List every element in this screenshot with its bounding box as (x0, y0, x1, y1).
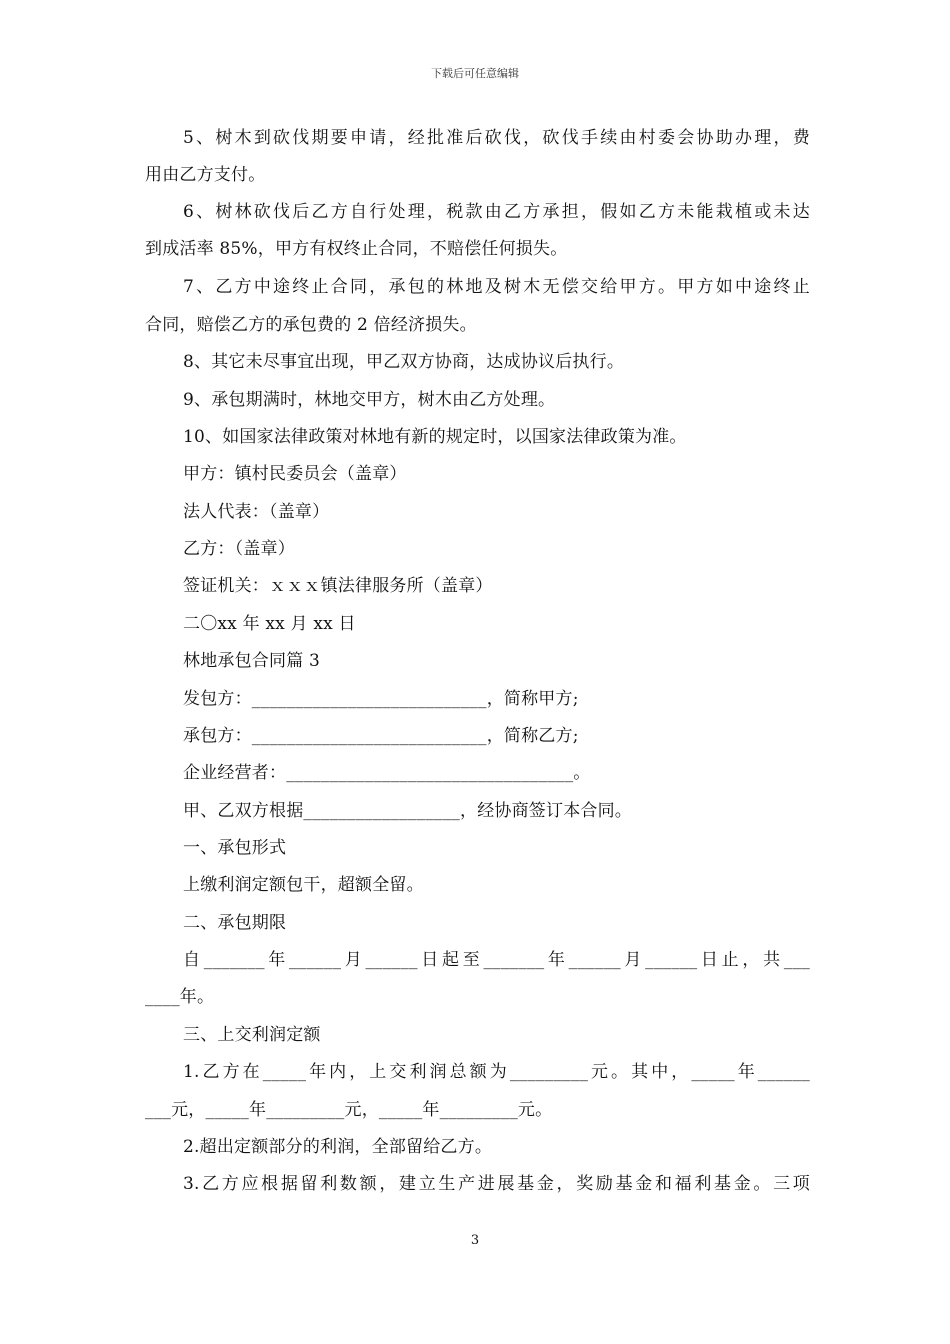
signing-date: 二〇xx 年 xx 月 xx 日 (183, 614, 356, 634)
paragraph-line: 自_______年______月______日起至_______年______月______日止，共___ (183, 950, 810, 970)
paragraph-line: 7、乙方中途终止合同，承包的林地及树木无偿交给甲方。甲方如中途终止 (183, 277, 810, 297)
field-contractor: 发包方：___________________________，简称甲方; (183, 689, 579, 709)
paragraph-line: 3.乙方应根据留利数额，建立生产进展基金，奖励基金和福利基金。三项 (183, 1174, 810, 1194)
paragraph-line: 甲、乙双方根据__________________，经协商签订本合同。 (183, 801, 632, 821)
paragraph-line: 合同，赔偿乙方的承包费的 2 倍经济损失。 (145, 315, 477, 335)
paragraph-line: 2.超出定额部分的利润，全部留给乙方。 (183, 1137, 493, 1157)
paragraph-line: 9、承包期满时，林地交甲方，树木由乙方处理。 (183, 390, 556, 410)
field-operator: 企业经营者：_________________________________。 (183, 763, 591, 783)
paragraph-line: 6、树林砍伐后乙方自行处理，税款由乙方承担，假如乙方未能栽植或未达 (183, 202, 810, 222)
heading-contract-term: 二、承包期限 (183, 913, 287, 933)
signature-legal-rep: 法人代表：（盖章） (183, 502, 330, 522)
paragraph-line: 用由乙方支付。 (145, 165, 266, 185)
paragraph-line: 1.乙方在_____年内，上交利润总额为_________元。其中，_____年______ (183, 1062, 810, 1082)
paragraph-line: 10、如国家法律政策对林地有新的规定时，以国家法律政策为准。 (183, 427, 687, 447)
field-contractee: 承包方：___________________________，简称乙方; (183, 726, 579, 746)
heading-profit-quota: 三、上交利润定额 (183, 1025, 321, 1045)
paragraph-line: 5、树木到砍伐期要申请，经批准后砍伐，砍伐手续由村委会协助办理，费 (183, 128, 810, 148)
page-header-note: 下载后可任意编辑 (431, 67, 519, 80)
signature-party-a: 甲方：镇村民委员会（盖章） (183, 464, 407, 484)
signature-authority: 签证机关：ｘｘｘ镇法律服务所（盖章） (183, 576, 493, 596)
section-title: 林地承包合同篇 3 (183, 651, 321, 671)
paragraph-line: ____年。 (145, 987, 215, 1007)
paragraph-line: 到成活率 85%，甲方有权终止合同，不赔偿任何损失。 (145, 239, 568, 259)
page-number: 3 (470, 1233, 480, 1248)
paragraph-line: 8、其它未尽事宜出现，甲乙双方协商，达成协议后执行。 (183, 352, 625, 372)
signature-party-b: 乙方：（盖章） (183, 539, 295, 559)
heading-contract-form: 一、承包形式 (183, 838, 287, 858)
paragraph-line: ___元，_____年_________元，_____年_________元。 (145, 1100, 553, 1120)
paragraph-line: 上缴利润定额包干，超额全留。 (183, 875, 424, 895)
